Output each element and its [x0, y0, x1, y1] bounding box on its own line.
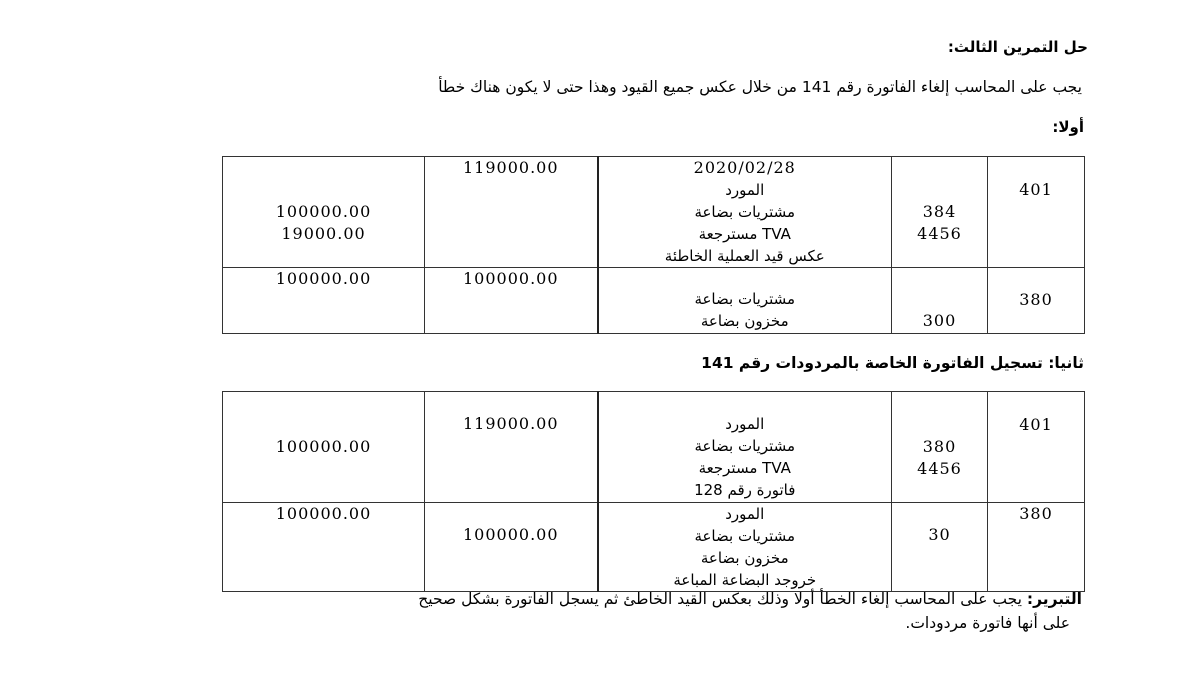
credit-account-number: 384 — [922, 202, 957, 221]
debit-account-number: 380 — [1019, 290, 1053, 309]
description-cell — [598, 268, 892, 334]
journal-table-1 — [222, 156, 1085, 334]
description-cell — [598, 157, 892, 268]
description-line: مشتريات بضاعة — [694, 203, 796, 221]
debit-account-number: 380 — [1019, 504, 1053, 523]
description-line: المورد — [725, 505, 765, 523]
credit-amount: 100000.00 — [275, 504, 372, 523]
journal-row — [223, 268, 1085, 334]
debit-amount-cell — [425, 392, 598, 503]
credit-account-number: 300 — [922, 311, 957, 330]
debit-amount-cell — [425, 268, 598, 334]
justification-line-1 — [418, 590, 1082, 608]
debit-amount: 119000.00 — [462, 158, 559, 177]
justification-label: التبرير: — [1026, 590, 1082, 608]
journal-row — [223, 503, 1085, 592]
credit-amount-cell — [223, 157, 425, 268]
intro-paragraph: يجب على المحاسب إلغاء الفاتورة رقم 141 من خلال عكس جميع القيود وهذا حتى لا يكون هناك خطأ — [438, 78, 1082, 96]
section-1-heading: أولا: — [1052, 118, 1084, 136]
description-line: مشتريات بضاعة — [694, 437, 796, 455]
debit-amount: 100000.00 — [462, 525, 559, 544]
credit-account-cell — [892, 157, 988, 268]
credit-amount: 19000.00 — [281, 224, 366, 243]
credit-account-number: 380 — [922, 437, 957, 456]
credit-account-cell — [892, 503, 988, 592]
credit-amount: 100000.00 — [275, 269, 372, 288]
journal-table-2 — [222, 391, 1085, 592]
credit-account-cell — [892, 392, 988, 503]
debit-account-number: 401 — [1019, 415, 1053, 434]
description-line: خروجد البضاعة المباعة — [673, 571, 817, 589]
debit-amount-cell — [425, 503, 598, 592]
debit-account-cell — [988, 503, 1085, 592]
section-2-heading: ثانيا: تسجيل الفاتورة الخاصة بالمردودات رقم 141 — [701, 354, 1084, 372]
journal-row — [223, 392, 1085, 503]
credit-amount: 100000.00 — [275, 437, 372, 456]
description-line: المورد — [725, 181, 765, 199]
credit-amount-cell — [223, 392, 425, 503]
justification-text: يجب على المحاسب إلغاء الخطأ أولا وذلك بعكس القيد الخاطئ ثم يسجل الفاتورة بشكل صحيح — [418, 590, 1027, 608]
debit-account-cell — [988, 157, 1085, 268]
justification-line-2: على أنها فاتورة مردودات. — [905, 614, 1070, 632]
credit-amount-cell — [223, 503, 425, 592]
debit-amount: 100000.00 — [462, 269, 559, 288]
entry-date: 2020/02/28 — [693, 158, 796, 177]
description-cell — [598, 392, 892, 503]
description-line: TVA مسترجعة — [698, 225, 791, 243]
credit-account-cell — [892, 268, 988, 334]
exercise-title: حل التمرين الثالث: — [947, 38, 1088, 56]
description-line: فاتورة رقم 128 — [694, 481, 796, 499]
debit-amount: 119000.00 — [462, 414, 559, 433]
journal-row — [223, 157, 1085, 268]
description-line: مشتريات بضاعة — [694, 290, 796, 308]
description-line: TVA مسترجعة — [698, 459, 791, 477]
debit-account-cell — [988, 268, 1085, 334]
debit-amount-cell — [425, 157, 598, 268]
debit-account-number: 401 — [1019, 180, 1053, 199]
description-line: مخزون بضاعة — [700, 549, 789, 567]
credit-account-number: 4456 — [917, 459, 962, 478]
debit-account-cell — [988, 392, 1085, 503]
credit-account-number: 4456 — [917, 224, 962, 243]
description-line: المورد — [725, 415, 765, 433]
credit-amount: 100000.00 — [275, 202, 372, 221]
description-line: مشتريات بضاعة — [694, 527, 796, 545]
description-cell — [598, 503, 892, 592]
description-line: عكس قيد العملية الخاطئة — [664, 247, 825, 265]
credit-amount-cell — [223, 268, 425, 334]
description-line: مخزون بضاعة — [700, 312, 789, 330]
credit-account-number: 30 — [928, 525, 951, 544]
